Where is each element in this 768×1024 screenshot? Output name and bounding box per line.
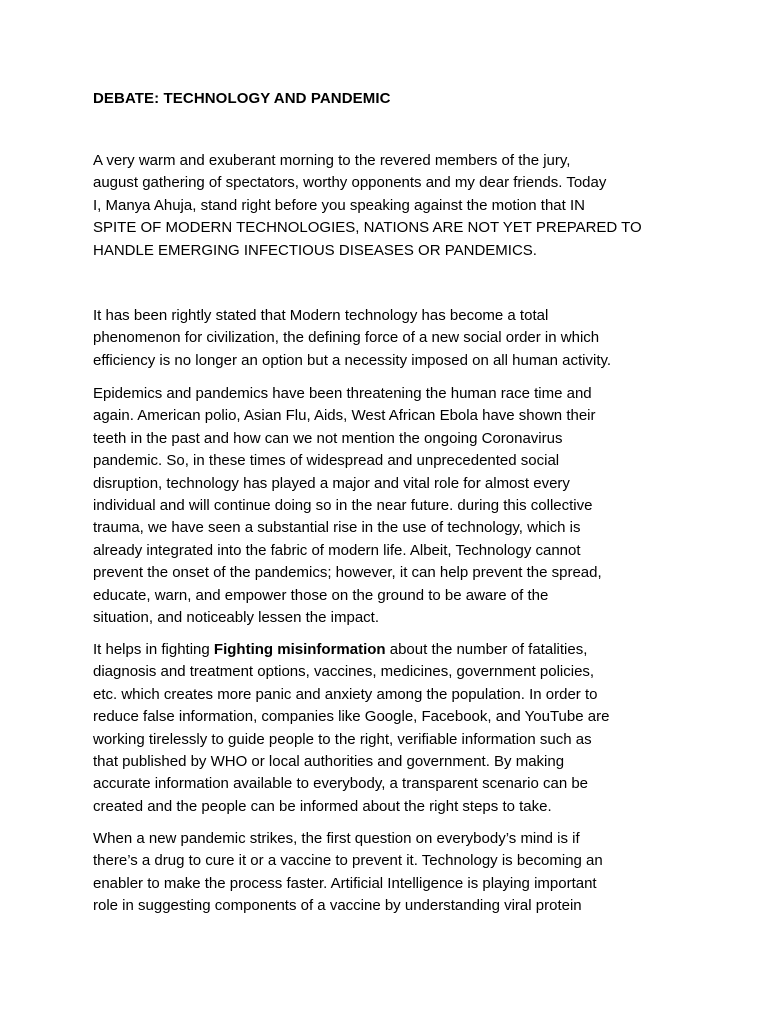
text-line: august gathering of spectators, worthy opponents and my dear friends. Today [93, 174, 607, 192]
text-line: SPITE OF MODERN TECHNOLOGIES, NATIONS ARE NOT YET PREPARED TO [93, 219, 642, 237]
text-line [93, 639, 693, 661]
text-line: trauma, we have seen a substantial rise in the use of technology, which is [93, 519, 581, 537]
paragraph-modern-technology [93, 305, 693, 372]
text-line: enabler to make the process faster. Artificial Intelligence is playing important [93, 874, 597, 892]
text-line: again. American polio, Asian Flu, Aids, West African Ebola have shown their [93, 407, 596, 425]
text-line: individual and will continue doing so in the near future. during this collective [93, 497, 593, 515]
paragraph-vaccine [93, 828, 693, 918]
text-fragment: It helps in fighting [93, 641, 214, 658]
text-line: Epidemics and pandemics have been threatening the human race time and [93, 385, 592, 402]
text-line: prevent the onset of the pandemics; however, it can help prevent the spread, [93, 564, 602, 582]
text-line: phenomenon for civilization, the defining force of a new social order in which [93, 329, 600, 347]
paragraph-misinformation [93, 639, 693, 818]
text-line: accurate information available to everybody, a transparent scenario can be [93, 775, 589, 793]
text-line: educate, warn, and empower those on the ground to be aware of the [93, 586, 549, 604]
text-line: teeth in the past and how can we not mention the ongoing Coronavirus [93, 429, 563, 447]
paragraph-epidemics [93, 383, 693, 629]
text-line: already integrated into the fabric of modern life. Albeit, Technology cannot [93, 541, 581, 559]
document-title: DEBATE: TECHNOLOGY AND PANDEMIC [93, 90, 391, 107]
paragraph-introduction [93, 150, 693, 262]
text-line: situation, and noticeably lessen the impact. [93, 609, 380, 627]
text-line: reduce false information, companies like Google, Facebook, and YouTube are [93, 708, 610, 726]
text-line: diagnosis and treatment options, vaccines, medicines, government policies, [93, 663, 595, 681]
text-line: etc. which creates more panic and anxiety among the population. In order to [93, 685, 598, 703]
text-line: efficiency is no longer an option but a necessity imposed on all human activity. [93, 351, 612, 369]
text-line: HANDLE EMERGING INFECTIOUS DISEASES OR PANDEMICS. [93, 241, 537, 259]
text-line: there’s a drug to cure it or a vaccine to prevent it. Technology is becoming an [93, 852, 603, 870]
text-line: role in suggesting components of a vaccine by understanding viral protein [93, 897, 582, 915]
text-line: disruption, technology has played a major and vital role for almost every [93, 474, 570, 492]
text-line: I, Manya Ahuja, stand right before you speaking against the motion that IN [93, 196, 585, 214]
text-line: that published by WHO or local authorities and government. By making [93, 753, 565, 771]
text-line: It has been rightly stated that Modern technology has become a total [93, 307, 549, 324]
text-line: pandemic. So, in these times of widespread and unprecedented social [93, 452, 560, 470]
text-line: created and the people can be informed about the right steps to take. [93, 797, 552, 815]
text-line: working tirelessly to guide people to the right, verifiable information such as [93, 730, 592, 748]
text-line: A very warm and exuberant morning to the revered members of the jury, [93, 152, 571, 169]
text-line: When a new pandemic strikes, the first question on everybody’s mind is if [93, 830, 580, 847]
bold-phrase: Fighting misinformation [213, 641, 386, 658]
text-fragment: about the number of fatalities, [385, 641, 588, 658]
